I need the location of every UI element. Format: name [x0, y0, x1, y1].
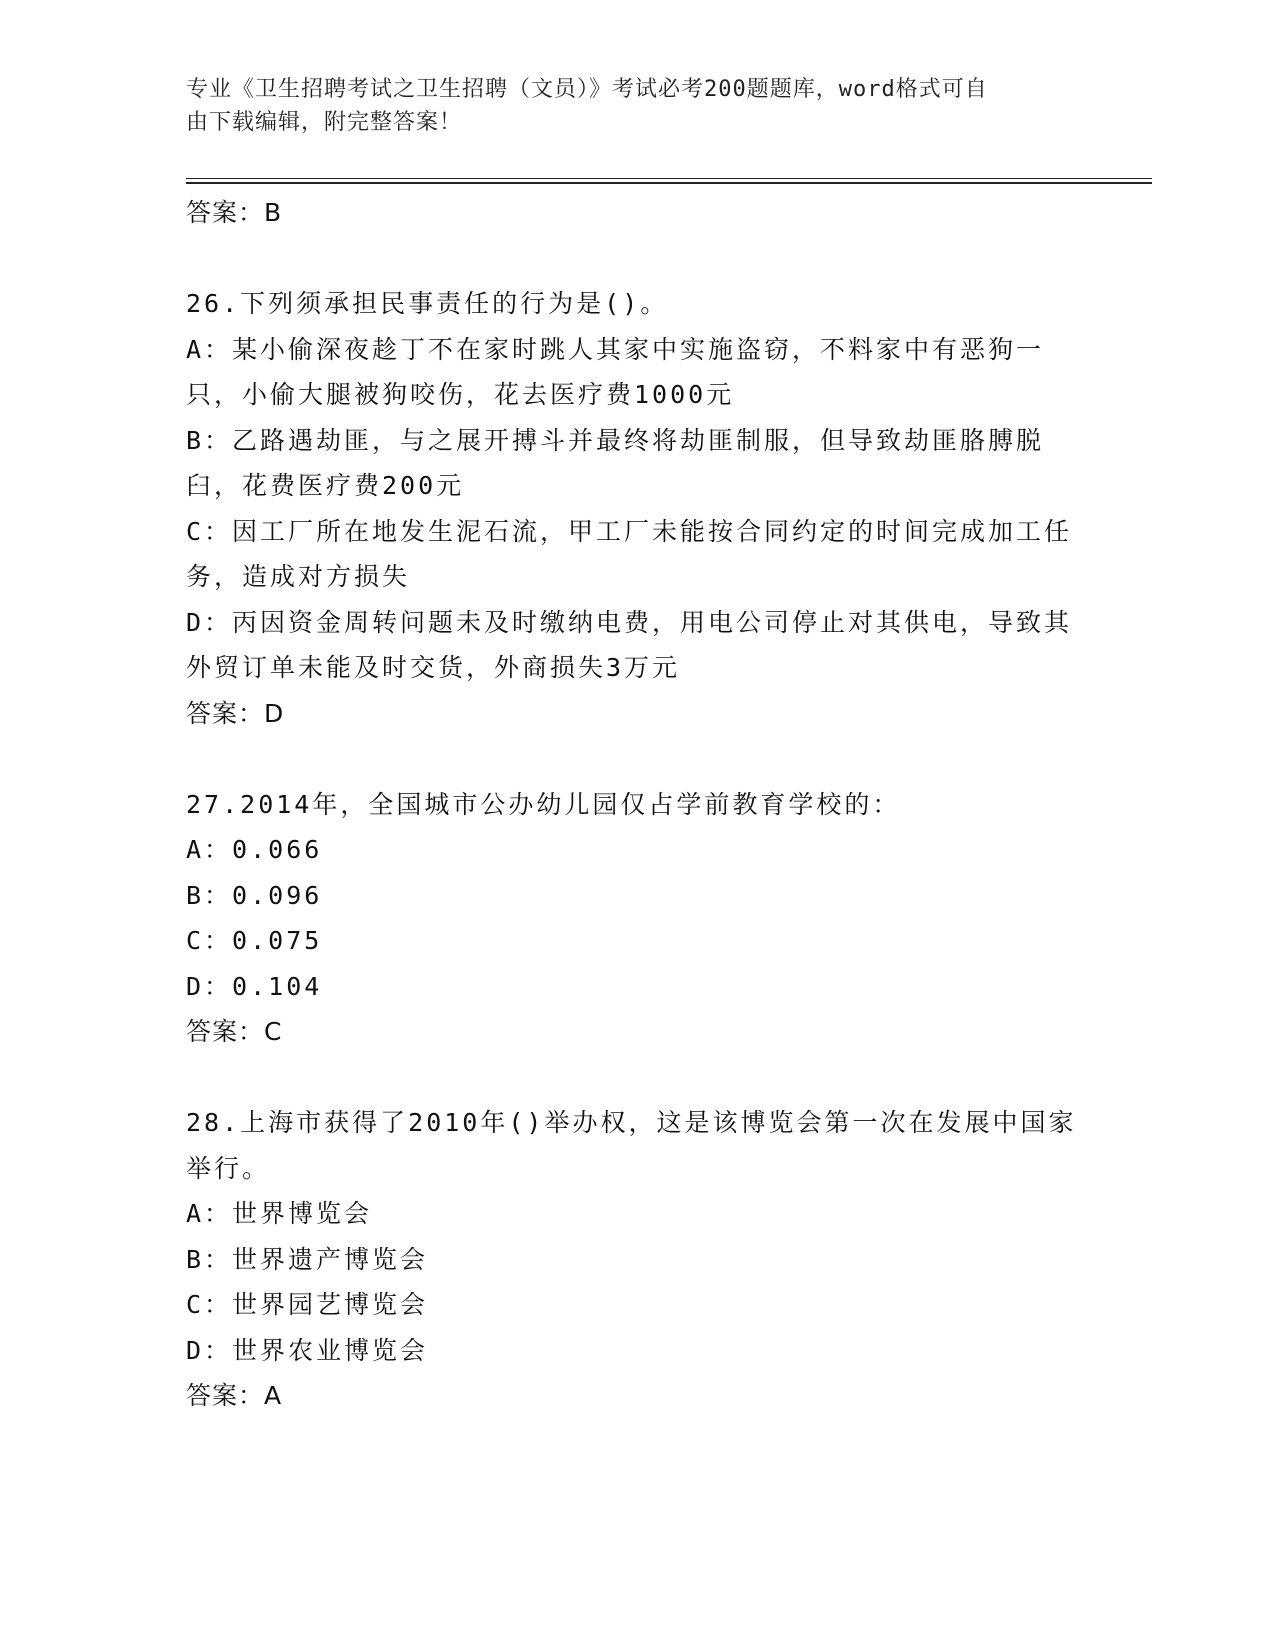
spacer: [186, 1055, 1086, 1101]
page-header: [186, 73, 1066, 139]
spacer: [186, 736, 1086, 782]
option-c: C：因工厂所在地发生泥石流，甲工厂未能按合同约定的时间完成加工任务，造成对方损失: [186, 516, 1073, 591]
header-line-2: 由下载编辑，附完整答案！: [186, 110, 463, 135]
option-c: C：0.075: [186, 926, 323, 955]
header-divider-thin: [186, 178, 1152, 179]
spacer: [186, 236, 1086, 282]
question-title: 27.2014年，全国城市公办幼儿园仅占学前教育学校的：: [186, 789, 901, 819]
option-d: D：丙因资金周转问题未及时缴纳电费，用电公司停止对其供电，导致其外贸订单未能及时交货，外商损失3万元: [186, 607, 1073, 682]
document-body: [186, 190, 1086, 1419]
question-block-27: [186, 782, 1086, 1055]
option-b: B：0.096: [186, 880, 323, 910]
header-divider-thick: [186, 182, 1152, 184]
option-b: B：乙路遇劫匪，与之展开搏斗并最终将劫匪制服，但导致劫匪胳膊脱臼，花费医疗费200元: [186, 425, 1045, 500]
question-title: 28.上海市获得了2010年()举办权，这是该博览会第一次在发展中国家举行。: [186, 1108, 1077, 1183]
option-d: D：世界农业博览会: [186, 1335, 429, 1365]
option-a: A：0.066: [186, 835, 323, 864]
option-a: A：世界博览会: [186, 1199, 373, 1228]
question-title: 26.下列须承担民事责任的行为是()。: [186, 289, 669, 318]
previous-answer: 答案：B: [186, 198, 283, 227]
answer-line: 答案：A: [186, 1381, 283, 1410]
header-line-1: 专业《卫生招聘考试之卫生招聘（文员）》考试必考200题题库，word格式可自: [186, 77, 988, 102]
option-b: B：世界遗产博览会: [186, 1244, 429, 1274]
answer-line: 答案：C: [186, 1017, 283, 1046]
option-d: D：0.104: [186, 971, 323, 1001]
answer-line: 答案：D: [186, 698, 285, 728]
option-c: C：世界园艺博览会: [186, 1290, 429, 1319]
option-a: A：某小偷深夜趁丁不在家时跳人其家中实施盗窃，不料家中有恶狗一只，小偷大腿被狗咬伤，花去医疗费1000元: [186, 334, 1045, 409]
question-block-28: [186, 1100, 1086, 1419]
question-block-26: [186, 281, 1086, 736]
